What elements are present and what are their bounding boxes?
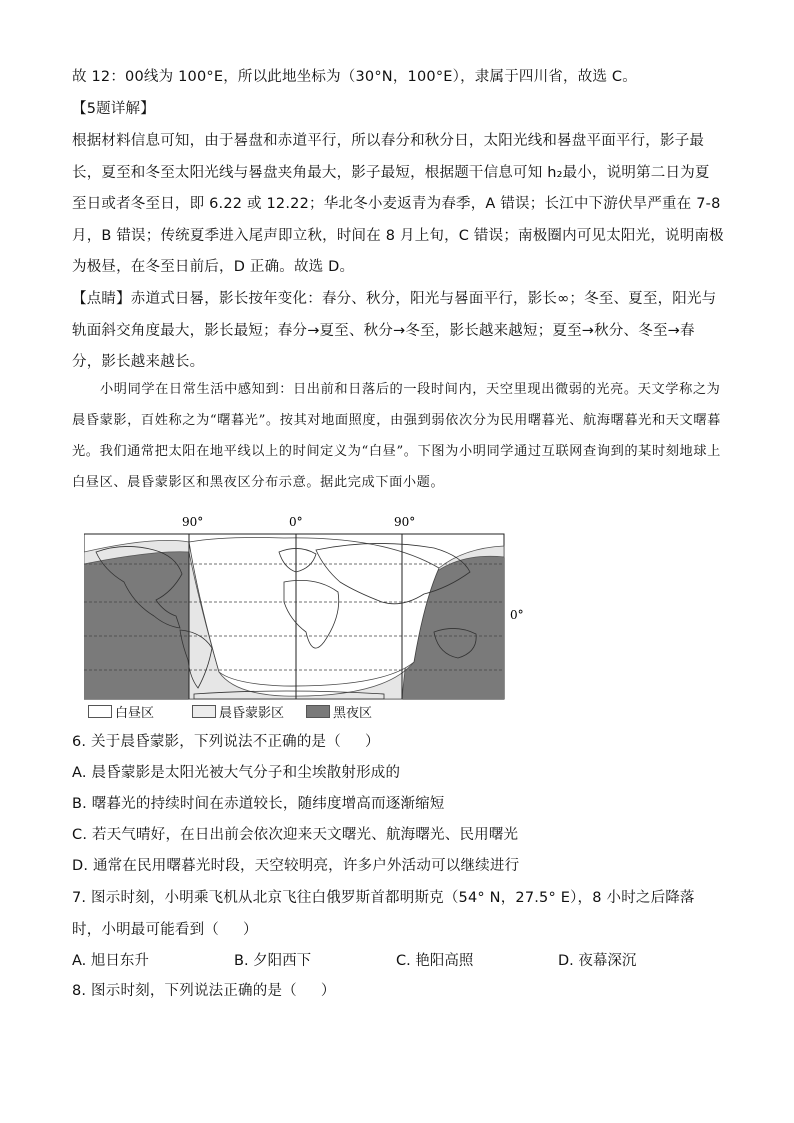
q7-option-d: D. 夜幕深沉 (558, 953, 637, 969)
q6-option-c: C. 若天气晴好，在日出前会依次迎来天文曙光、航海曙光、民用曙光 (72, 827, 519, 843)
q7-option-a: A. 旭日东升 (72, 953, 149, 969)
q6-option-a: A. 晨昏蒙影是太阳光被大气分子和尘埃散射形成的 (72, 765, 401, 781)
legend-twilight: 晨昏蒙影区 (192, 702, 284, 721)
legend-night: 黑夜区 (306, 702, 372, 721)
question-8: 8. 图示时刻，下列说法正确的是（ ） (72, 983, 336, 999)
q6-option-b: B. 曙暮光的持续时间在赤道较长，随纬度增高而逐渐缩短 (72, 796, 445, 812)
legend-night-swatch (306, 705, 330, 718)
legend-day-swatch (88, 705, 112, 718)
q5-detail-heading: 【5题详解】 (72, 101, 155, 117)
tip-paragraph: 【点睛】赤道式日晷，影长按年变化：春分、秋分，阳光与晷面平行，影长∞；冬至、夏至，阳光与轨面斜交角度最大，影长最短；春分→夏至、秋分→冬至，影长越来越短；夏至→秋分、冬至→春分，影长越来越长。 (72, 291, 717, 370)
answer-line-q4: 故 12：00线为 100°E，所以此地坐标为（30°N，100°E），隶属于四川省，故选 C。 (72, 69, 637, 85)
lat-label-equator: 0° (510, 608, 524, 622)
q7-option-c: C. 艳阳高照 (396, 953, 474, 969)
question-6: 6. 关于晨昏蒙影，下列说法不正确的是（ ） (72, 734, 380, 750)
lon-label-west: 90° (182, 515, 204, 529)
material-paragraph: 小明同学在日常生活中感知到：日出前和日落后的一段时间内，天空里现出微弱的光亮。天文学称之为晨昏蒙影，百姓称之为“曙暮光”。按其对地面照度，由强到弱依次分为民用曙暮光、航海曙暮光和天文曙暮光。我们通常把太阳在地平线以上的时间定义为“白昼”。下图为小明同学通过互联网查询到的某时刻地球上白昼区、晨昏蒙影区和黑夜区分布示意。据此完成下面小题。 (72, 382, 721, 490)
map-svg (84, 512, 524, 722)
map-legend (88, 702, 528, 720)
lon-label-prime: 0° (289, 515, 303, 529)
legend-twilight-swatch (192, 705, 216, 718)
q6-option-d: D. 通常在民用曙暮光时段，天空较明亮，许多户外活动可以继续进行 (72, 858, 520, 874)
question-7: 7. 图示时刻，小明乘飞机从北京飞往白俄罗斯首都明斯克（54° N，27.5° E），8 小时之后降落时，小明最可能看到（ ） (72, 890, 695, 938)
q7-option-b: B. 夕阳西下 (234, 953, 312, 969)
lon-label-east: 90° (394, 515, 416, 529)
legend-day: 白昼区 (88, 702, 154, 721)
world-twilight-map (84, 512, 524, 722)
q5-detail-text: 根据材料信息可知，由于晷盘和赤道平行，所以春分和秋分日，太阳光线和晷盘平面平行，影子最长，夏至和冬至太阳光线与晷盘夹角最大，影子最短，根据题干信息可知 h₂最小，说明第二日为夏至日或者冬至日，即 6.22 或 12.22；华北冬小麦返青为春季，A 错误；长江中下游伏旱严重在 7-8 月，B 错误；传统夏季进入尾声即立秋，时间在 8 月上旬，C 错误；南极圈内可见太阳光，说明南极为极昼，在冬至日前后，D 正确。故选 D。 (72, 133, 726, 275)
night-area-west (84, 552, 189, 699)
